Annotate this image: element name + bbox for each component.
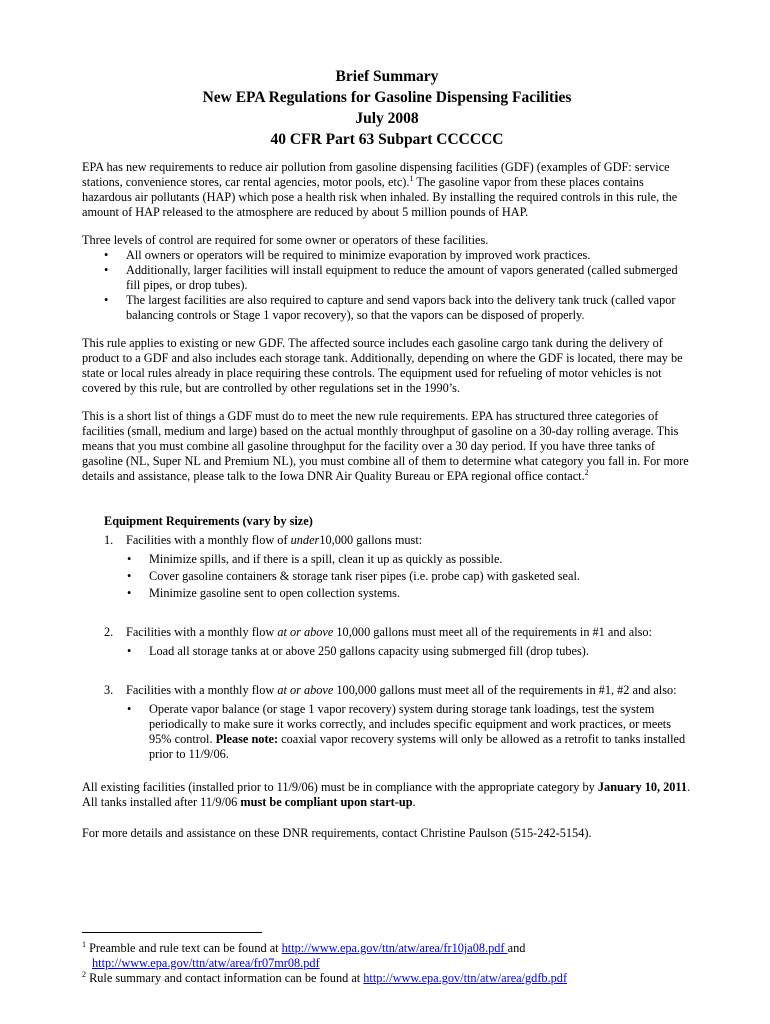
footnote-link-3[interactable]: http://www.epa.gov/ttn/atw/area/gdfb.pdf — [363, 971, 568, 985]
list-item: • Minimize spills, and if there is a spill, clean it up as quickly as possible. — [149, 552, 692, 567]
item-text: 100,000 gallons must meet all of the requirements in #1, #2 and also: — [333, 683, 677, 697]
list-item — [149, 702, 692, 762]
footnote-divider — [82, 932, 262, 933]
title-line-1: Brief Summary — [335, 68, 439, 85]
list-item: • Minimize gasoline sent to open collection systems. — [149, 586, 692, 601]
item-emphasis: at or above — [277, 683, 334, 697]
levels-list — [82, 248, 692, 323]
footnote-text: Rule summary and contact information can be found at — [86, 971, 364, 985]
requirement-item-1 — [82, 533, 692, 548]
title-line-3: July 2008 — [355, 110, 419, 127]
footnote-1 — [82, 941, 702, 956]
requirement-item-2 — [82, 625, 692, 640]
intro-text-1: EPA has new requirements to reduce air pollution from gasoline dispensing facilities (GDF) (examples of GDF: service stations, convenience stores, car rental agencies, motor pools, etc). — [82, 160, 670, 189]
list-item: • Cover gasoline containers & storage tank riser pipes (i.e. probe cap) with gasketed seal. — [149, 569, 692, 584]
item-text: 10,000 gallons must: — [319, 533, 423, 547]
equipment-heading: Equipment Requirements (vary by size) — [104, 514, 313, 528]
bullet-text: coaxial vapor recovery systems will only be allowed as a retrofit to tanks installed prior to 11/9/06. — [149, 732, 686, 761]
item-number: 1. — [104, 533, 114, 547]
document-title — [82, 66, 692, 150]
bullet-note-label: Please note: — [215, 732, 279, 746]
compliance-startup: must be compliant upon start-up — [240, 795, 413, 809]
footnote-ref-2: 2 — [584, 468, 589, 477]
footnote-link-1[interactable]: http://www.epa.gov/ttn/atw/area/fr10ja08.pdf — [281, 941, 508, 955]
list-item: • The largest facilities are also required to capture and send vapors back into the delivery tank truck (called vapor balancing controls or Stage 1 vapor recovery), so that the vapors can be disposed of properly. — [126, 293, 692, 323]
intro-paragraph — [82, 160, 692, 220]
list-item: • Load all storage tanks at or above 250 gallons capacity using submerged fill (drop tubes). — [149, 644, 692, 659]
item-1-bullets — [82, 552, 692, 601]
title-line-4: 40 CFR Part 63 Subpart CCCCCC — [270, 131, 504, 148]
shortlist-text: This is a short list of things a GDF must do to meet the new rule requirements. EPA has structured three categories of facilities (small, medium and large) based on the actual monthly throughput of gasoline on a 30-day rolling average. This means that you must combine all gasoline throughput for the facility over a 30 day period. If you have three tanks of gasoline (NL, Super NL and Premium NL), you must combine all of them to determine what category you fall in. For more details and assistance, please talk to the Iowa DNR Air Quality Bureau or EPA regional office contact. — [82, 409, 689, 483]
item-text: Facilities with a monthly flow of — [126, 533, 291, 547]
list-item: • Additionally, larger facilities will install equipment to reduce the amount of vapors generated (called submerged fill pipes, or drop tubes). — [126, 263, 692, 293]
item-2-bullets — [82, 644, 692, 659]
compliance-text: All existing facilities (installed prior to 11/9/06) must be in compliance with the appropriate category by — [82, 780, 598, 794]
levels-lead: Three levels of control are required for some owner or operators of these facilities. — [82, 233, 489, 247]
item-3-bullets — [82, 702, 692, 762]
title-line-2: New EPA Regulations for Gasoline Dispensing Facilities — [202, 89, 572, 106]
applies-paragraph: This rule applies to existing or new GDF. The affected source includes each gasoline cargo tank during the delivery of product to a GDF and also includes each storage tank. Additionally, depending on where the GDF is located, there may be state or local rules already in place requiring these controls. The equipment used for refueling of motor vehicles is not covered by this rule, but are controlled by other regulations set in the 1990’s. — [82, 336, 683, 395]
item-text: Facilities with a monthly flow — [126, 683, 278, 697]
footnote-number: 2 — [82, 970, 86, 979]
compliance-text: . — [412, 795, 416, 809]
item-number: 3. — [104, 683, 114, 697]
item-emphasis: at or above — [277, 625, 334, 639]
intro-text-2: The gasoline vapor from these places contains hazardous air pollutants (HAP) which pose a health risk when inhaled. By installing the required controls in this rule, the amount of HAP released to the atmosphere are reduced by about 5 million pounds of HAP. — [82, 175, 678, 219]
footnote-2 — [82, 971, 702, 986]
list-item: • All owners or operators will be required to minimize evaporation by improved work practices. — [126, 248, 692, 263]
bullet-text: Operate vapor balance (or stage 1 vapor recovery) system during storage tank loadings, test the system periodically to make sure it works correctly, and includes specific equipment and work practices, or meets 95% control. — [149, 702, 671, 746]
compliance-deadline: January 10, 2011 — [597, 780, 688, 794]
item-text: Facilities with a monthly flow — [126, 625, 278, 639]
item-text: 10,000 gallons must meet all of the requirements in #1 and also: — [333, 625, 652, 639]
compliance-paragraph — [82, 780, 692, 810]
footnote-ref-1: 1 — [409, 174, 414, 183]
item-number: 2. — [104, 625, 114, 639]
contact-paragraph: For more details and assistance on these DNR requirements, contact Christine Paulson (515-242-5154). — [82, 826, 592, 840]
footnote-text: Preamble and rule text can be found at — [86, 941, 282, 955]
shortlist-paragraph — [82, 409, 692, 484]
footnote-link-2[interactable]: http://www.epa.gov/ttn/atw/area/fr07mr08.pdf — [92, 956, 320, 970]
item-emphasis: under — [290, 533, 320, 547]
footnote-number: 1 — [82, 940, 86, 949]
requirement-item-3 — [82, 683, 692, 698]
compliance-text: . All tanks installed after 11/9/06 — [82, 780, 691, 809]
footnote-1-cont — [82, 956, 702, 971]
document-body — [82, 66, 692, 854]
footnote-text: and — [507, 941, 526, 955]
footnotes — [82, 932, 702, 986]
